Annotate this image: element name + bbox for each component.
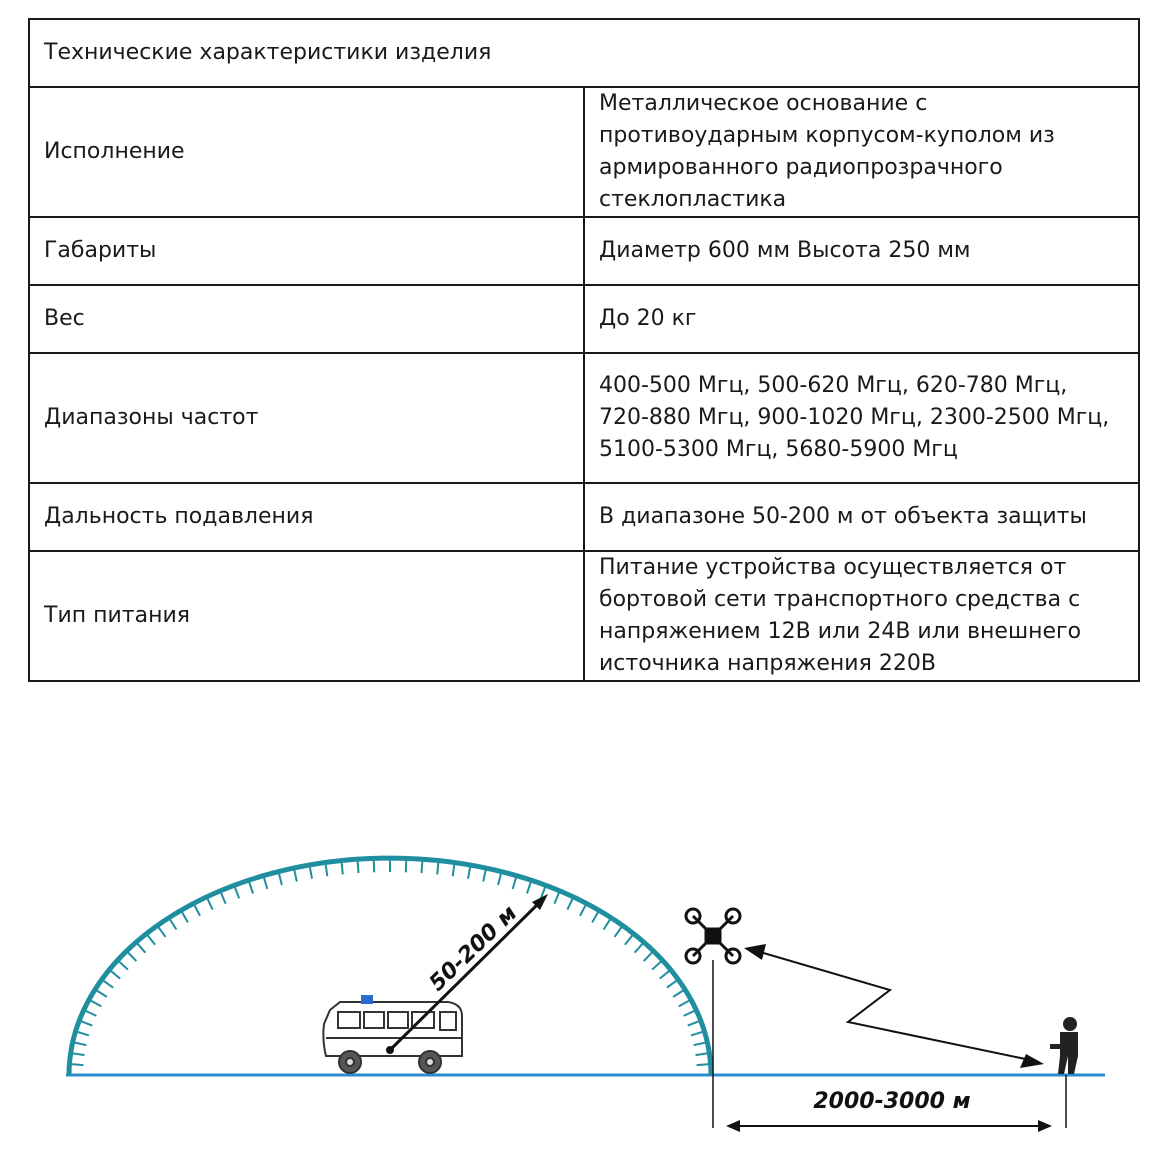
dome-hatch-tick [652,960,662,970]
dome-hatch-tick [69,1064,83,1065]
radius-label: 50-200 м [424,901,523,997]
dome-hatch-tick [89,1000,101,1007]
radius-arrow [390,902,540,1050]
row-label: Диапазоны частот [29,353,584,483]
dome-hatch-tick [567,897,573,910]
table-row [29,551,1139,681]
coverage-diagram [0,720,1160,1160]
row-label: Дальность подавления [29,483,584,551]
row-label: Габариты [29,217,584,285]
dome-hatch-tick [341,861,342,875]
van-icon [323,996,462,1073]
row-value: 400-500 Мгц, 500-620 Мгц, 620-780 Мгц, 720-880 Мгц, 900-1020 Мгц, 2300-2500 Мгц, 5100-5300 Мгц, 5680-5900 Мгц [584,353,1139,483]
row-value: Диаметр 600 мм Высота 250 мм [584,217,1139,285]
dome-hatch-tick [604,918,612,930]
dome-hatch-tick [109,970,120,979]
dome-hatch-tick [644,951,654,961]
dome-hatch-tick [554,891,559,904]
distance-arrowhead-left [726,1120,740,1132]
distance-label: 2000-3000 м [813,1089,971,1114]
dome-hatch-tick [660,970,671,979]
dome-hatch-tick [635,942,644,953]
dome-hatch-tick [684,1010,697,1016]
dome-hatch-tick [688,1021,701,1026]
dome-hatch-tick [157,926,165,937]
dome-hatch-tick [615,926,623,937]
dome-hatch-tick [234,885,239,898]
dome-hatch-tick [673,989,685,997]
dome-hatch-tick [84,1010,97,1016]
dome-hatch-tick [374,858,375,872]
dome-hatch-tick [79,1021,92,1026]
row-label: Вес [29,285,584,353]
link-arrowhead-drone [744,944,766,960]
table-row [29,285,1139,353]
dome-hatch-tick [207,897,213,910]
dome-hatch-tick [102,979,113,987]
dome-hatch-tick [76,1031,89,1035]
dome-hatch-tick [249,880,253,893]
dome-hatch-tick [697,1064,711,1065]
specs-table [28,18,1140,682]
dome-hatch-tick [437,861,438,875]
dome-hatch-tick [358,859,359,873]
drone-icon [686,909,740,963]
dome-hatch-tick [146,934,155,945]
operator-icon [1050,1017,1078,1074]
dome-hatch-tick [406,858,407,872]
table-row [29,483,1139,551]
dome-hatch-tick [194,903,201,915]
dome-hatch-tick [220,891,225,904]
radius-origin [386,1046,394,1054]
dome-hatch-tick [118,960,128,970]
row-label: Исполнение [29,87,584,217]
row-value: Металлическое основание с противоударным корпусом-куполом из армированного радиопрозрачного стеклопластика [584,87,1139,217]
dome-hatch-tick [136,942,145,953]
table-title: Технические характеристики изделия [29,19,1139,87]
distance-arrowhead-right [1038,1120,1052,1132]
row-value: Питание устройства осуществляется от бортовой сети транспортного средства с напряжением 12В или 24В или внешнего источника напряжения 220В [584,551,1139,681]
table-row [29,217,1139,285]
row-value: В диапазоне 50-200 м от объекта защиты [584,483,1139,551]
row-value: До 20 кг [584,285,1139,353]
table-row [29,87,1139,217]
dome-hatch-tick [592,910,599,922]
dome-hatch-tick [691,1031,704,1035]
dome-hatch-tick [169,918,177,930]
dome-hatch-tick [95,989,107,997]
link-arrowhead-operator [1020,1054,1044,1068]
row-label: Тип питания [29,551,584,681]
dome-hatch-tick [527,880,531,893]
dome-hatch-tick [127,951,137,961]
table-row [29,353,1139,483]
dome-hatch-tick [580,903,587,915]
dome-hatch-tick [679,1000,691,1007]
dome-hatch-tick [625,934,634,945]
control-link [760,952,1030,1060]
dome-hatch-tick [667,979,678,987]
dome-hatch-tick [422,859,423,873]
dome-hatch-tick [181,910,188,922]
